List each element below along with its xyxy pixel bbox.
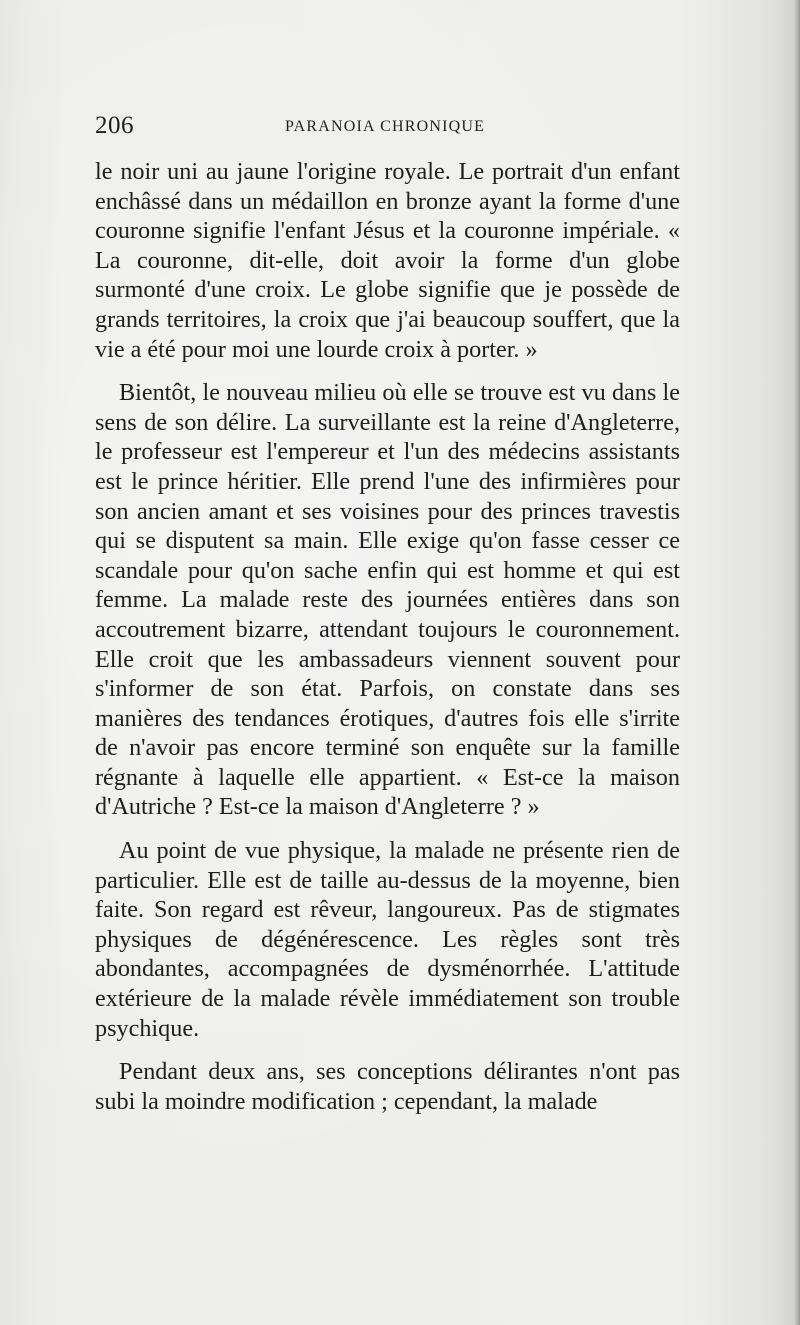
paragraph: Bientôt, le nouveau milieu où elle se trouve est vu dans le sens de son délire. La surveillante est la reine d'Angleterre, le professeur est l'empereur et l'un des médecins assistants est le prince héritier. Elle prend l'une des infirmières pour son ancien amant et ses voisines pour des princes travestis qui se disputent sa main. Elle exige qu'on fasse cesser ce scandale pour qu'on sache enfin qui est homme et qui est femme. La malade reste des journées entières dans son accoutrement bizarre, attendant toujours le couronnement. Elle croit que les ambassadeurs viennent souvent pour s'informer de son état. Parfois, on constate dans ses manières des tendances érotiques, d'autres fois elle s'irrite de n'avoir pas encore terminé son enquête sur la famille régnante à laquelle elle appartient. « Est-ce la maison d'Autriche ? Est-ce la maison d'Angleterre ? »: [95, 379, 680, 821]
running-title: PARANOIA CHRONIQUE: [285, 118, 486, 135]
page-number: 206: [95, 112, 134, 139]
page-edge-shadow: [794, 0, 800, 1325]
paragraph: Au point de vue physique, la malade ne présente rien de particulier. Elle est de taille au-dessus de la moyenne, bien faite. Son regard est rêveur, langoureux. Pas de stigmates physiques de dégénérescence. Les règles sont très abondantes, accompagnées de dysménorrhée. L'attitude extérieure de la malade révèle immédiatement son trouble psychique.: [95, 837, 680, 1042]
page-header: [95, 112, 680, 146]
paragraph: le noir uni au jaune l'origine royale. Le portrait d'un enfant enchâssé dans un médaillon en bronze ayant la forme d'une couronne signifie l'enfant Jésus et la couronne impériale. « La couronne, dit-elle, doit avoir la forme d'un globe surmonté d'une croix. Le globe signifie que je possède de grands territoires, la croix que j'ai beaucoup souffert, que la vie a été pour moi une lourde croix à porter. »: [95, 158, 680, 363]
paragraph: Pendant deux ans, ses conceptions délirantes n'ont pas subi la moindre modification ; cependant, la malade: [95, 1058, 680, 1115]
body-text: [95, 157, 680, 1116]
